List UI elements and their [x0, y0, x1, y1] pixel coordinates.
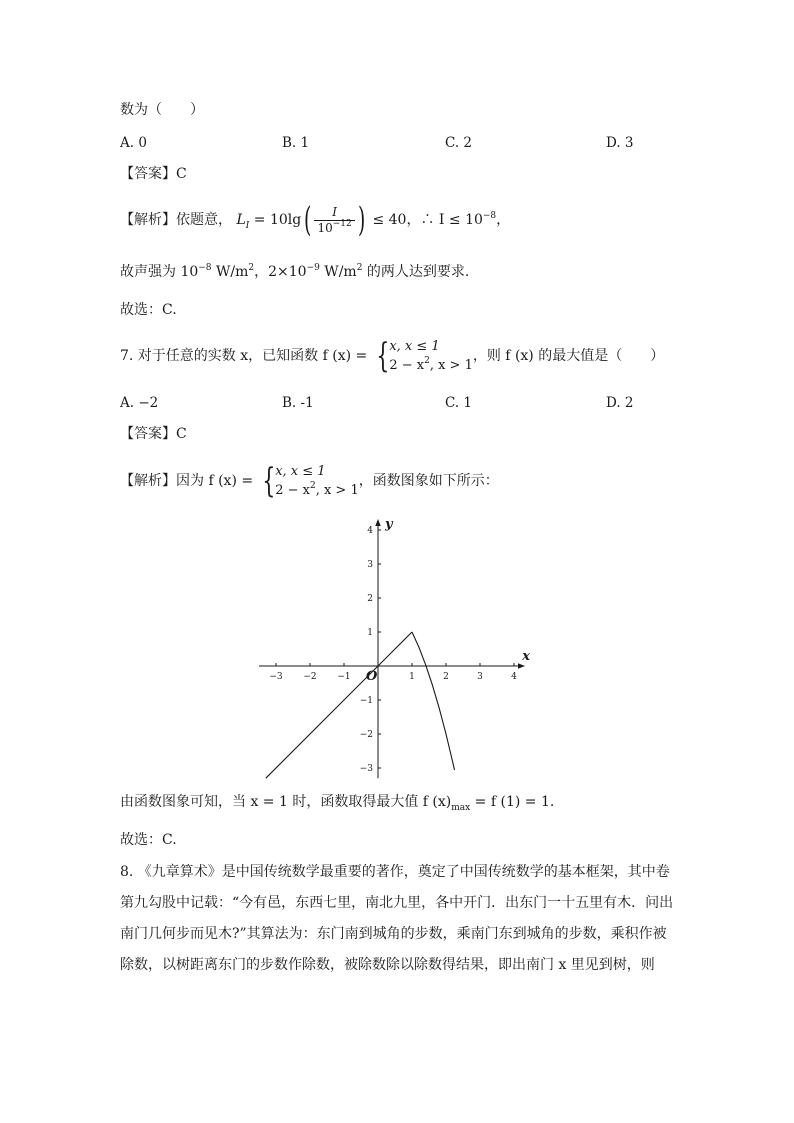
x-tick-label: 2 [443, 672, 449, 682]
q6-formula-lhs-sub: I [245, 221, 250, 231]
q6-option-b: B. 1 [282, 135, 310, 151]
right-paren-symbol: ) [357, 200, 366, 240]
q7-case-2-a: 2 − x [389, 358, 425, 373]
q6-formula-lhs: L [236, 212, 246, 228]
q6-option-d: D. 3 [606, 135, 634, 151]
x-tick-label: −3 [269, 672, 283, 682]
q7-analysis [120, 460, 499, 502]
q7-cases [389, 337, 473, 375]
q6-answer: 【答案】C [120, 166, 187, 182]
y-tick-label: 2 [367, 594, 373, 604]
q6-formula-eq: = 10lg [249, 212, 302, 228]
q7-stem-a: 7. 对于任意的实数 x，已知函数 f (x) = [120, 348, 372, 364]
x-tick-label: 3 [477, 672, 483, 682]
q6-result-a: 故声强为 10 [120, 264, 199, 280]
q7-conclusion [120, 792, 554, 812]
q6-formula-rel-exp: −8 [482, 211, 497, 221]
brace-symbol: { [376, 336, 389, 376]
x-tick-label: −2 [303, 672, 317, 682]
x-axis-label: x [522, 649, 530, 664]
q7-case-2-b: , x > 1 [429, 358, 473, 373]
x-tick-label: 1 [409, 672, 415, 682]
q7-option-c: C. 1 [445, 395, 473, 411]
q7-case-2-exp: 2 [424, 356, 430, 366]
q6-fraction-num: I [314, 205, 354, 221]
q7-option-a: A. −2 [120, 395, 159, 411]
q6-result-sq1: 2 [248, 263, 255, 273]
q7-conclusion-sub: max [451, 803, 471, 813]
q6-fraction [314, 205, 354, 236]
q6-analysis-text: 依题意， [176, 212, 232, 228]
q6-formula-rel: ≤ 40，∴ I ≤ 10 [368, 212, 483, 228]
q6-result-b: W/m [211, 264, 249, 280]
y-tick-label: 3 [367, 560, 373, 570]
q7-analysis-b: ，函数图象如下所示： [358, 473, 499, 489]
function-graph [255, 513, 535, 783]
q6-analysis [120, 200, 510, 240]
q6-fraction-den-exp: −12 [332, 218, 352, 229]
q6-result-sq2: 2 [356, 263, 363, 273]
q7-case-1: x, x ≤ 1 [389, 339, 440, 354]
q7-choose: 故选：C. [120, 832, 177, 848]
q7-analysis-case-2-a: 2 − x [275, 483, 310, 498]
q7-analysis-a: 因为 f (x) = [176, 473, 258, 489]
q6-result-d: W/m [319, 264, 357, 280]
q7-analysis-case-2 [275, 481, 359, 500]
q6-fraction-den-base: 10 [317, 220, 333, 235]
q6-result-e: 的两人达到要求. [362, 264, 470, 280]
q6-choose: 故选：C. [120, 302, 177, 318]
q6-option-c: C. 2 [445, 135, 473, 151]
q6-formula-tail: ， [496, 212, 511, 228]
q6-result-line [120, 262, 469, 282]
brace-symbol: { [261, 461, 275, 501]
q6-fraction-den [314, 218, 354, 236]
y-tick-label: −1 [359, 696, 373, 706]
series-line-1 [266, 632, 412, 778]
y-tick-label: −2 [359, 730, 373, 740]
y-axis-label: y [385, 516, 393, 532]
q7-analysis-cases [275, 462, 359, 500]
q7-option-b: B. -1 [282, 395, 314, 411]
q6-option-a: A. 0 [120, 135, 147, 151]
q7-conclusion-a: 由函数图象可知，当 x = 1 时，函数取得最大值 f (x) [120, 794, 452, 810]
left-paren-symbol: ( [304, 200, 312, 240]
origin-label: O [366, 669, 378, 684]
series-line-2 [412, 632, 455, 770]
q7-conclusion-b: = f (1) = 1. [470, 794, 555, 810]
q6-result-exp2: −9 [306, 263, 320, 273]
x-tick-label: 4 [511, 672, 517, 682]
q7-stem-b: ，则 f (x) 的最大值是（ ） [472, 348, 665, 364]
q6-analysis-label: 【解析】 [120, 212, 176, 228]
q6-result-c: ，2×10 [254, 264, 307, 280]
y-tick-label: 1 [367, 628, 373, 638]
y-tick-label: 4 [367, 526, 373, 536]
graph-axes [259, 520, 524, 778]
q7-stem [120, 335, 664, 377]
q6-result-exp1: −8 [198, 263, 212, 273]
x-tick-label: −1 [337, 672, 351, 682]
y-tick-label: −3 [359, 764, 373, 774]
q7-analysis-case-1: x, x ≤ 1 [275, 464, 326, 479]
q8-paragraph: 8. 《九章算术》是中国传统数学最重要的著作，奠定了中国传统数学的基本框架，其中卷第九勾股中记载：“今有邑，东西七里，南北九里，各中开门．出东门一十五里有木．问出南门几何步而见木?”其算法为：东门南到城角的步数，乘南门东到城角的步数，乘积作被除数，以树距离东门的步数作除数，被除数除以除数得结果，即出南门 x 里见到树，则 [120, 864, 674, 973]
q7-analysis-case-2-exp: 2 [309, 481, 316, 491]
q7-analysis-label: 【解析】 [120, 473, 176, 489]
q7-analysis-case-2-b: , x > 1 [315, 483, 359, 498]
q7-case-2 [389, 356, 473, 375]
q6-stem-tail: 数为（ ） [120, 102, 204, 118]
q7-answer: 【答案】C [120, 426, 187, 442]
q7-option-d: D. 2 [606, 395, 634, 411]
